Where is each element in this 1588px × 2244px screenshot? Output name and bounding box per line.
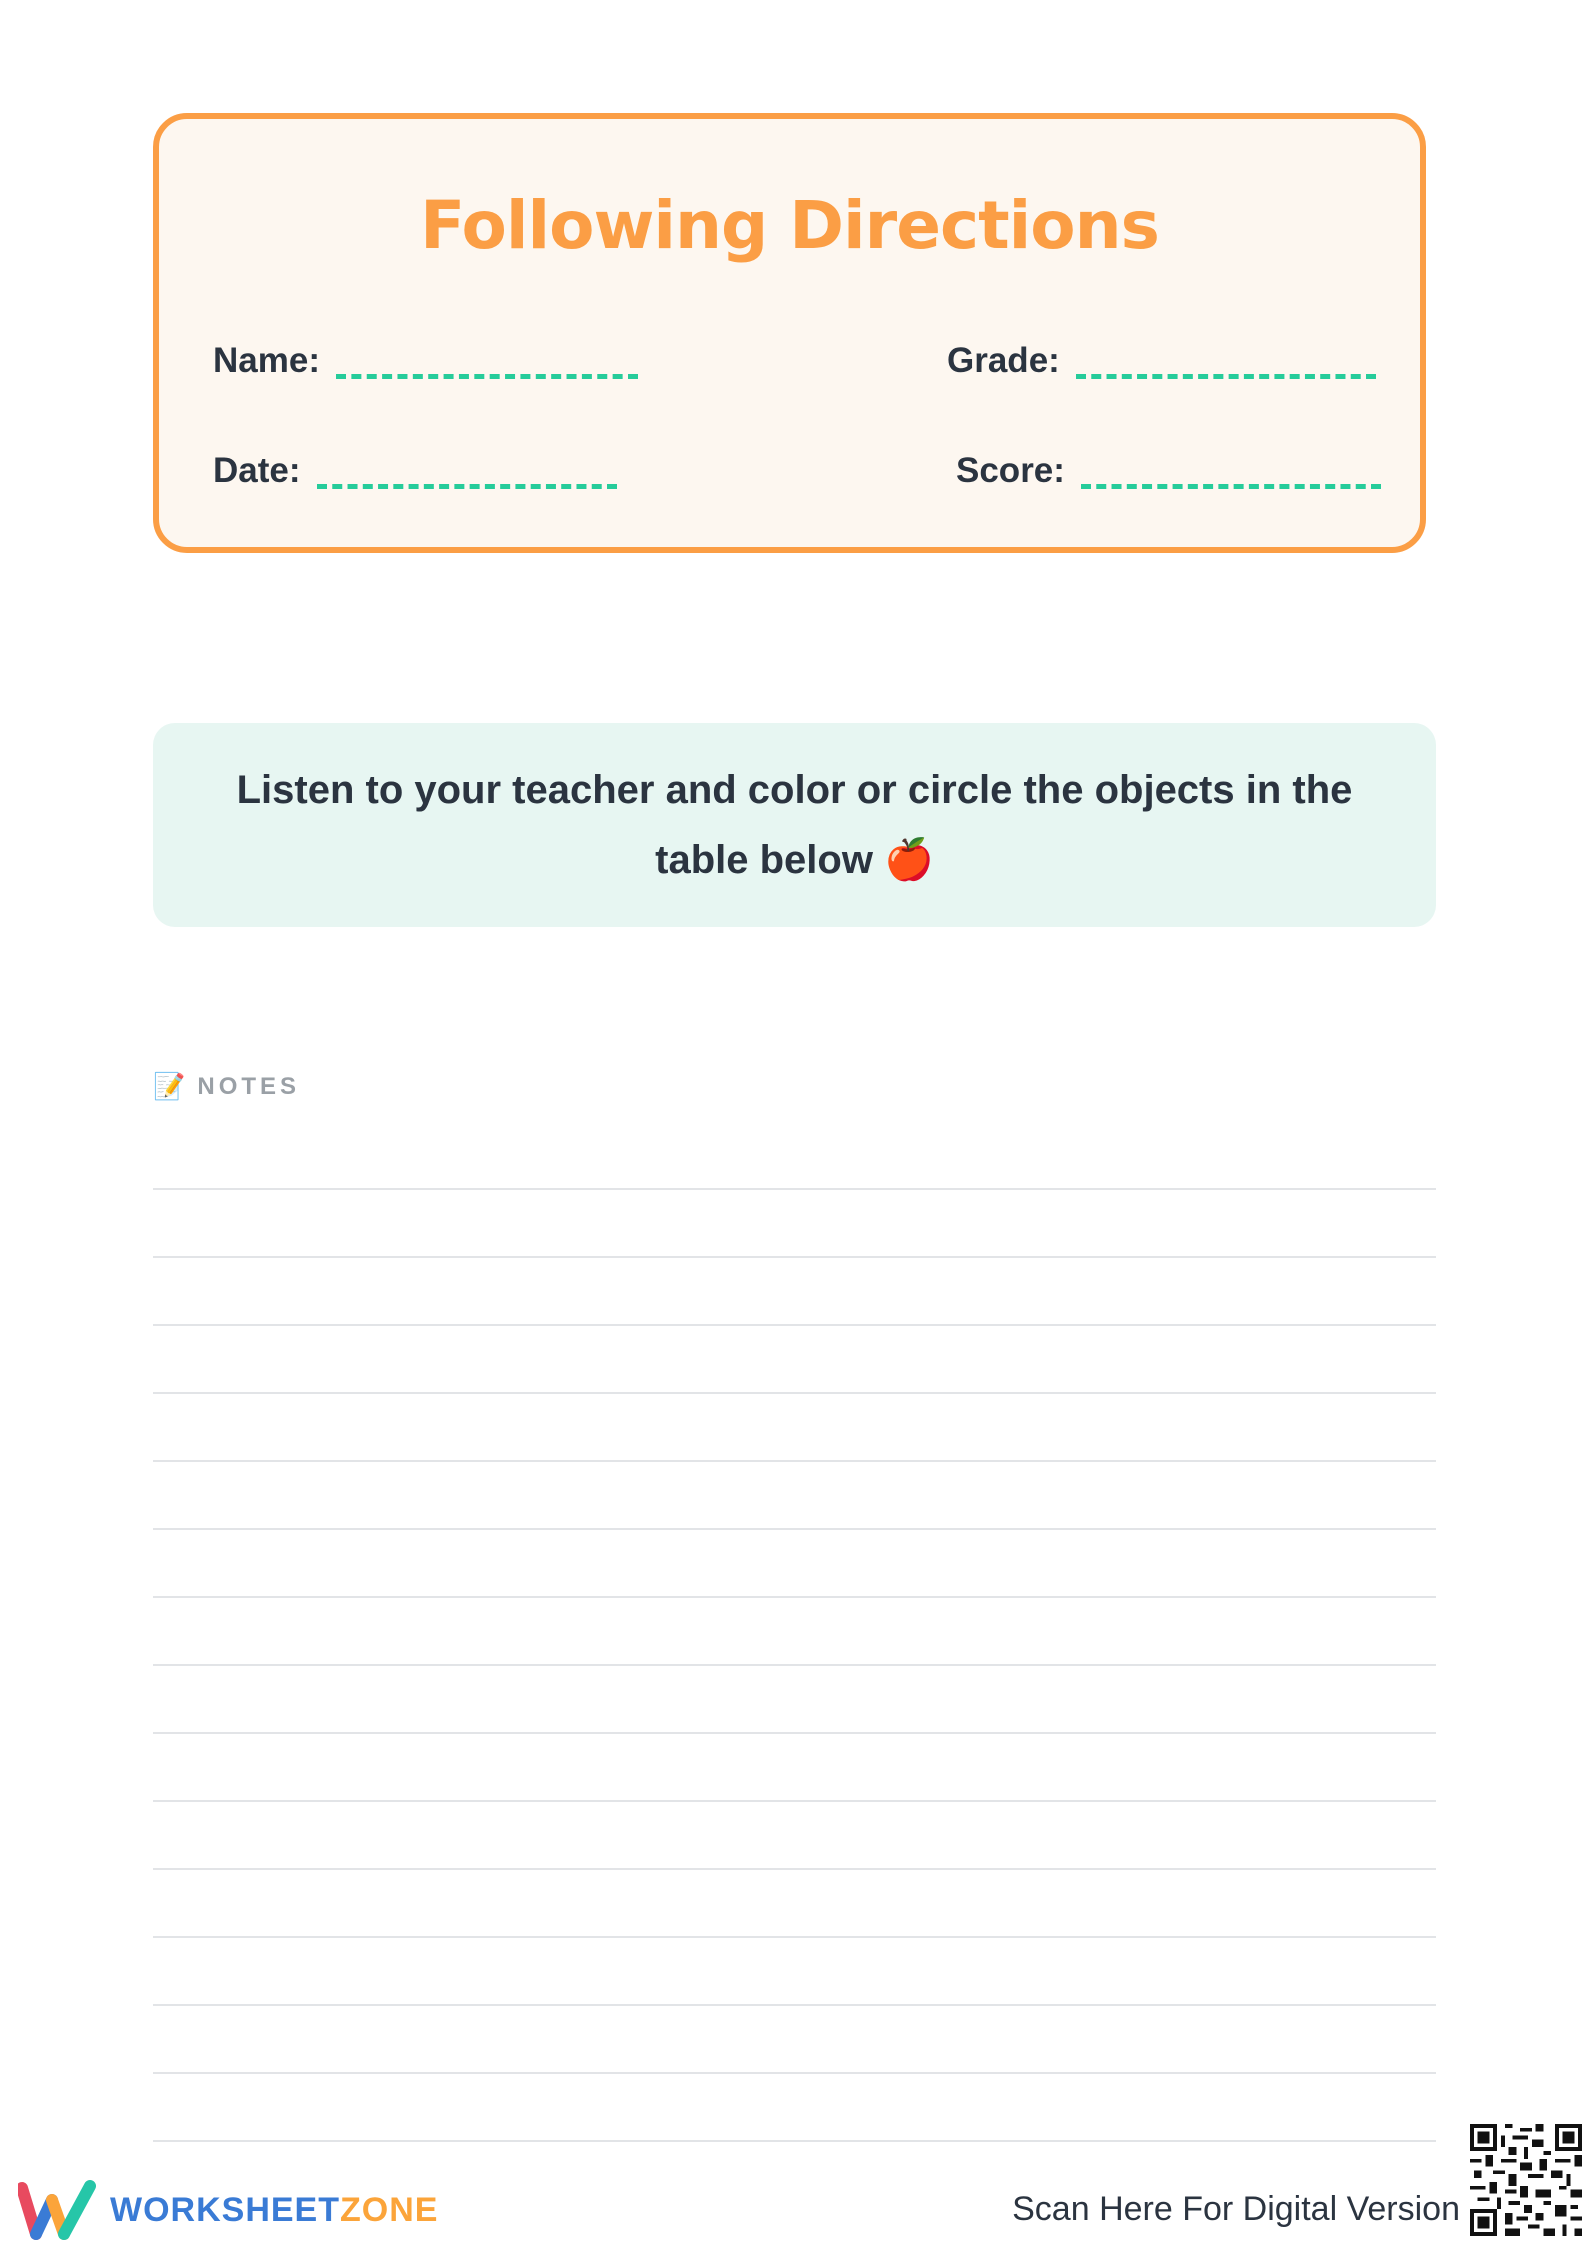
note-line[interactable] bbox=[153, 2140, 1436, 2142]
worksheetzone-logo[interactable] bbox=[18, 2180, 438, 2240]
name-field[interactable] bbox=[213, 341, 638, 381]
header-card bbox=[153, 113, 1426, 553]
logo-w-icon bbox=[18, 2180, 96, 2240]
instruction-text: Listen to your teacher and color or circle the objects in the table below 🍎 bbox=[236, 768, 1353, 882]
qr-code-icon[interactable] bbox=[1470, 2124, 1582, 2236]
instruction-box bbox=[153, 723, 1436, 927]
grade-line[interactable] bbox=[1076, 374, 1376, 379]
note-line[interactable] bbox=[153, 1868, 1436, 1870]
note-line[interactable] bbox=[153, 1732, 1436, 1734]
logo-text-zone: ZONE bbox=[340, 2190, 439, 2229]
note-line[interactable] bbox=[153, 2004, 1436, 2006]
date-field[interactable] bbox=[213, 451, 617, 491]
logo-text-worksheet: WORKSHEET bbox=[110, 2190, 340, 2229]
note-line[interactable] bbox=[153, 1936, 1436, 1938]
scan-caption: Scan Here For Digital Version bbox=[1012, 2190, 1460, 2228]
note-line[interactable] bbox=[153, 1188, 1436, 1190]
note-line[interactable] bbox=[153, 1324, 1436, 1326]
date-label: Date: bbox=[213, 451, 301, 490]
note-line[interactable] bbox=[153, 1392, 1436, 1394]
memo-icon: 📝 bbox=[153, 1072, 186, 1102]
note-line[interactable] bbox=[153, 1800, 1436, 1802]
note-line[interactable] bbox=[153, 1528, 1436, 1530]
page-title: Following Directions bbox=[420, 187, 1159, 264]
note-line[interactable] bbox=[153, 1460, 1436, 1462]
notes-header bbox=[153, 1072, 300, 1102]
logo-text bbox=[110, 2191, 438, 2230]
name-line[interactable] bbox=[336, 374, 638, 379]
score-field[interactable] bbox=[956, 451, 1381, 491]
note-line[interactable] bbox=[153, 1664, 1436, 1666]
notes-label: NOTES bbox=[197, 1073, 301, 1100]
grade-label: Grade: bbox=[947, 341, 1060, 380]
score-label: Score: bbox=[956, 451, 1065, 490]
date-line[interactable] bbox=[317, 484, 617, 489]
grade-field[interactable] bbox=[947, 341, 1376, 381]
note-line[interactable] bbox=[153, 1596, 1436, 1598]
name-label: Name: bbox=[213, 341, 320, 380]
note-line[interactable] bbox=[153, 2072, 1436, 2074]
score-line[interactable] bbox=[1081, 484, 1381, 489]
note-line[interactable] bbox=[153, 1256, 1436, 1258]
